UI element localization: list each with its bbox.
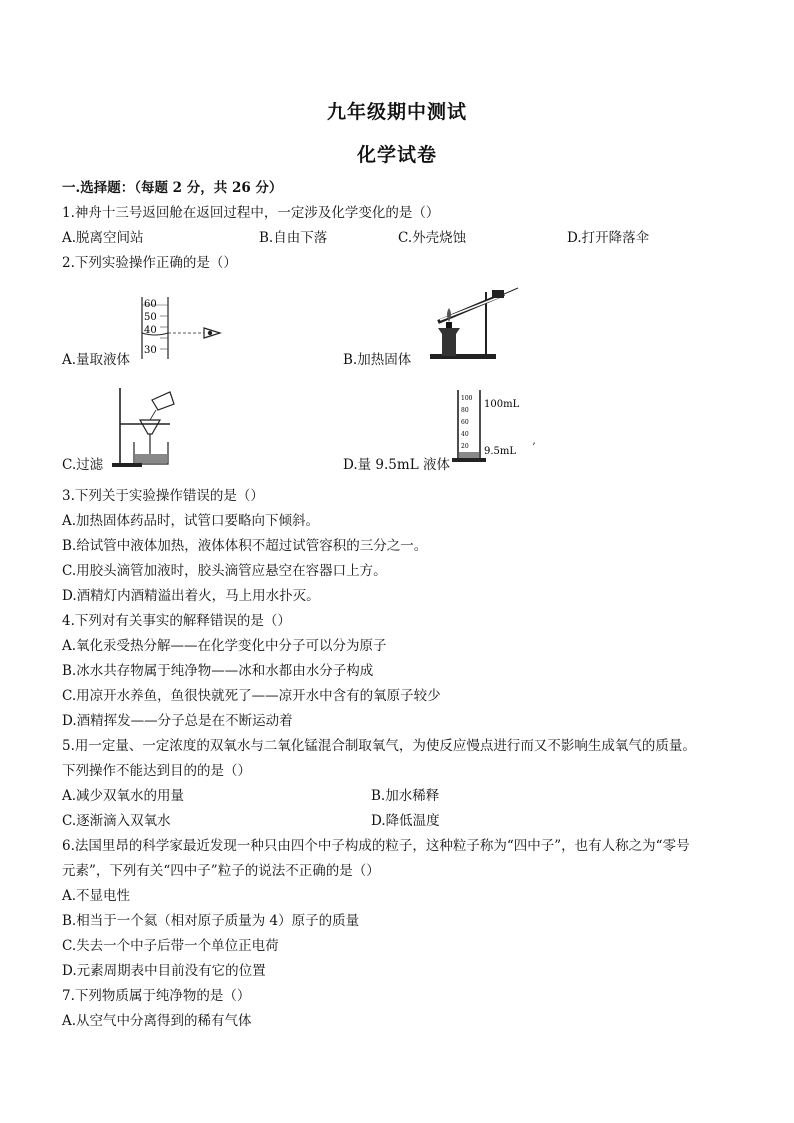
q7-stem: 7.下列物质属于纯净物的是（） [62, 988, 251, 1004]
q4-option-b: B.冰水共存物属于纯净物——冰和水都由水分子构成 [62, 663, 374, 679]
q6-option-c: C.失去一个中子后带一个单位正电荷 [62, 938, 279, 954]
q6-option-d: D.元素周期表中目前没有它的位置 [62, 963, 266, 979]
q5-option-a: A.减少双氧水的用量 [62, 788, 185, 804]
q3-option-a: A.加热固体药品时，试管口要略向下倾斜。 [62, 513, 320, 529]
figure-heat-solid [426, 284, 522, 362]
q1-stem: 1.神舟十三号返回舱在返回过程中，一定涉及化学变化的是（） [62, 205, 440, 221]
cyl-d-tick: 80 [461, 407, 469, 414]
q1-option-a: A.脱离空间站 [62, 230, 144, 246]
section-heading: 一.选择题：（每题 2 分，共 26 分） [62, 180, 283, 196]
cyl-d-tick: 100 [461, 395, 473, 402]
q3-option-d: D.酒精灯内酒精溢出着火，马上用水扑灭。 [62, 588, 320, 604]
cyl-d-tick: 20 [461, 443, 469, 450]
q3-stem: 3.下列关于实验操作错误的是（） [62, 488, 264, 504]
q2-option-b: B.加热固体 [343, 352, 412, 368]
q6-stem-line1: 6.法国里昂的科学家最近发现一种只由四个中子构成的粒子，这种粒子称为“四中子”，也有人称之为“零号 [62, 838, 690, 854]
q5-option-d: D.降低温度 [371, 813, 440, 829]
figure-cylinder-100ml [450, 386, 560, 466]
cyl-a-tick: 50 [144, 312, 157, 323]
q5-option-b: B.加水稀释 [371, 788, 440, 804]
exam-title: 九年级期中测试 [326, 101, 467, 123]
q2-option-d: D.量 9.5mL 液体 [343, 457, 450, 473]
q2-option-a: A.量取液体 [62, 352, 131, 368]
q1-option-d: D.打开降落伞 [567, 230, 650, 246]
q6-stem-line2: 元素”，下列有关“四中子”粒子的说法不正确的是（） [62, 863, 380, 879]
q1-option-c: C.外壳烧蚀 [398, 230, 467, 246]
q6-option-b: B.相当于一个氦（相对原子质量为 4）原子的质量 [62, 913, 360, 929]
cyl-d-label-bottom: 9.5mL [484, 446, 517, 457]
q5-option-c: C.逐渐滴入双氧水 [62, 813, 171, 829]
q5-stem-line1: 5.用一定量、一定浓度的双氧水与二氧化锰混合制取氧气，为使反应慢点进行而又不影响生成氧气的质量。 [62, 738, 696, 754]
cyl-a-tick: 40 [144, 325, 157, 336]
q3-option-c: C.用胶头滴管加液时，胶头滴管应悬空在容器口上方。 [62, 563, 387, 579]
figure-measure-liquid [130, 295, 230, 361]
cyl-d-tick: 40 [461, 431, 469, 438]
q6-option-a: A.不显电性 [62, 888, 131, 904]
figure-filtration [112, 384, 192, 468]
q2-stem: 2.下列实验操作正确的是（） [62, 255, 237, 271]
q3-option-b: B.给试管中液体加热，液体体积不超过试管容积的三分之一。 [62, 538, 428, 554]
cyl-d-tick: 60 [461, 419, 469, 426]
q5-stem-line2: 下列操作不能达到目的的是（） [62, 763, 251, 779]
q4-option-a: A.氧化汞受热分解——在化学变化中分子可以分为原子 [62, 638, 387, 654]
exam-subtitle: 化学试卷 [356, 144, 437, 166]
q1-option-b: B.自由下落 [259, 230, 328, 246]
q7-option-a: A.从空气中分离得到的稀有气体 [62, 1013, 252, 1029]
q4-stem: 4.下列对有关事实的解释错误的是（） [62, 613, 291, 629]
cyl-a-tick: 30 [144, 345, 157, 356]
cyl-d-label-top: 100mL [484, 399, 520, 410]
svg-text:ʼ: ʼ [532, 442, 536, 453]
q4-option-d: D.酒精挥发——分子总是在不断运动着 [62, 713, 293, 729]
q4-option-c: C.用凉开水养鱼，鱼很快就死了——凉开水中含有的氧原子较少 [62, 688, 441, 704]
cyl-a-tick: 60 [144, 299, 157, 310]
q2-option-c: C.过滤 [62, 457, 104, 473]
